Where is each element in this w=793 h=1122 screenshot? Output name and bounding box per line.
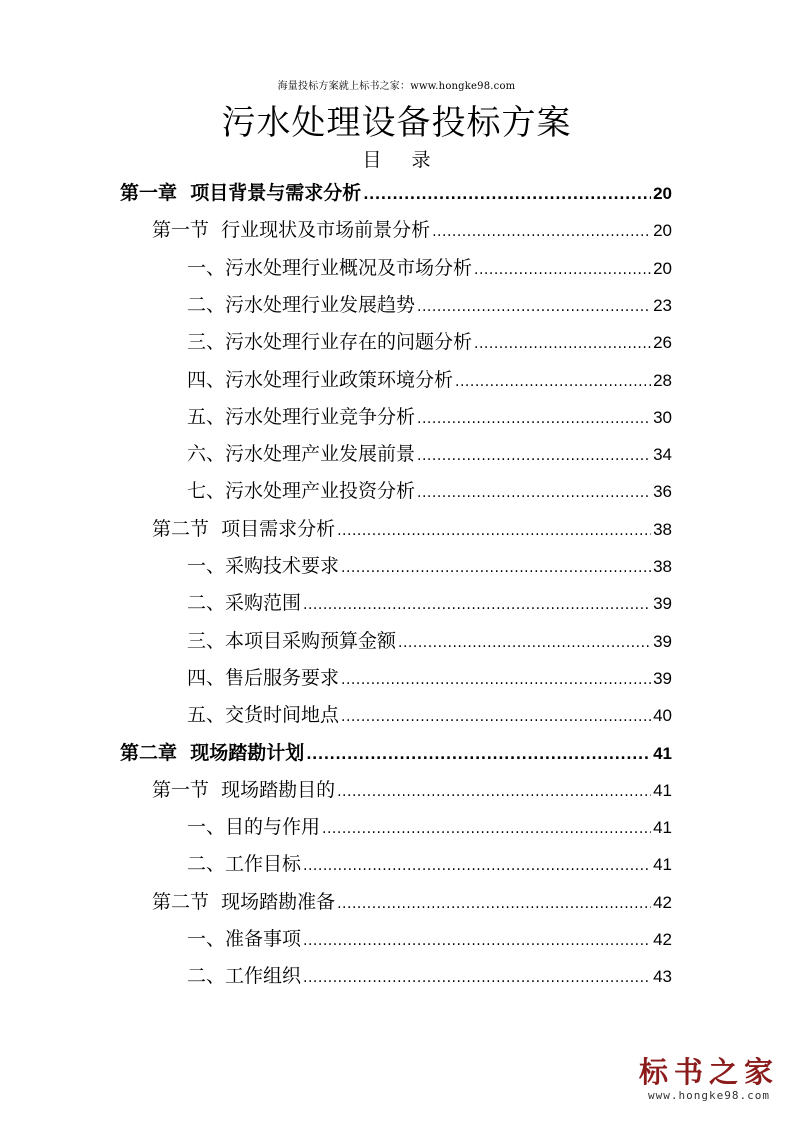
toc-dot-leader — [337, 785, 651, 802]
toc-entry[interactable] — [120, 175, 672, 205]
toc-entry[interactable] — [152, 212, 672, 242]
toc-entry[interactable] — [187, 921, 672, 951]
toc-entry-label: 二、工作目标 — [187, 853, 302, 876]
toc-entry[interactable] — [152, 884, 672, 914]
toc-entry-page-number: 20 — [653, 221, 672, 241]
toc-entry-label: 五、污水处理行业竞争分析 — [187, 405, 416, 428]
toc-entry-label: 第一节 行业现状及市场前景分析 — [152, 219, 431, 242]
toc-heading: 目 录 — [362, 149, 443, 171]
toc-entry-label: 第二章 现场踏勘计划 — [120, 741, 305, 764]
toc-entry-label: 二、采购范围 — [187, 592, 302, 615]
toc-entry[interactable] — [187, 548, 672, 578]
toc-dot-leader — [474, 337, 651, 354]
brand-logo — [639, 1055, 779, 1102]
toc-entry-label: 第一节 现场踏勘目的 — [152, 778, 336, 801]
toc-entry-page-number: 34 — [653, 445, 672, 465]
toc-entry[interactable] — [187, 287, 672, 317]
toc-entry-label: 四、污水处理行业政策环境分析 — [187, 368, 454, 391]
toc-dot-leader — [341, 673, 651, 690]
toc-dot-leader — [417, 300, 651, 317]
toc-entry[interactable] — [187, 846, 672, 876]
toc-entry-label: 二、污水处理行业发展趋势 — [187, 293, 416, 316]
toc-entry[interactable] — [152, 772, 672, 802]
toc-entry-label: 五、交货时间地点 — [187, 704, 340, 727]
toc-dot-leader — [417, 486, 651, 503]
toc-dot-leader — [432, 225, 651, 242]
toc-entry-page-number: 20 — [653, 184, 672, 203]
toc-entry[interactable] — [187, 473, 672, 503]
toc-entry-label: 六、污水处理产业发展前景 — [187, 443, 416, 466]
toc-dot-leader — [337, 897, 651, 914]
toc-dot-leader — [322, 822, 651, 839]
toc-entry-page-number: 26 — [653, 333, 672, 353]
toc-entry-label: 三、污水处理行业存在的问题分析 — [187, 331, 473, 354]
toc-entry-label: 一、采购技术要求 — [187, 555, 340, 577]
toc-entry-label: 七、污水处理产业投资分析 — [187, 480, 416, 503]
logo-url: www.hongke98.com — [648, 1089, 770, 1102]
toc-entry-page-number: 42 — [653, 892, 672, 912]
toc-dot-leader — [417, 449, 651, 466]
toc-dot-leader — [363, 188, 651, 205]
toc-entry-page-number: 41 — [653, 743, 672, 763]
toc-entry-label: 第一章 项目背景与需求分析 — [120, 182, 362, 204]
toc-entry-page-number: 39 — [653, 668, 672, 688]
toc-entry-page-number: 43 — [653, 967, 672, 987]
toc-entry-page-number: 23 — [653, 295, 672, 315]
toc-entry-label: 四、售后服务要求 — [187, 666, 340, 689]
toc-entry-page-number: 39 — [653, 631, 672, 651]
toc-dot-leader — [303, 598, 651, 615]
toc-entry-page-number: 20 — [653, 258, 672, 278]
logo-text: 标书之家 — [639, 1055, 780, 1089]
toc-entry-page-number: 30 — [653, 407, 672, 427]
document-title: 污水处理设备投标方案 — [221, 103, 572, 143]
toc-dot-leader — [417, 412, 651, 429]
toc-entry-page-number: 41 — [653, 780, 672, 800]
toc-dot-leader — [303, 859, 651, 876]
toc-dot-leader — [303, 971, 651, 988]
toc-entry[interactable] — [187, 362, 672, 392]
toc-entry[interactable] — [187, 958, 672, 988]
toc-entry-label: 一、污水处理行业概况及市场分析 — [187, 256, 473, 279]
toc-entry[interactable] — [187, 250, 672, 280]
toc-dot-leader — [306, 748, 651, 765]
page-header-text: 海量投标方案就上标书之家：www.hongke98.com — [277, 81, 516, 92]
toc-entry[interactable] — [187, 324, 672, 354]
toc-entry[interactable] — [120, 735, 672, 765]
toc-entry[interactable] — [187, 436, 672, 466]
toc-dot-leader — [474, 263, 651, 280]
toc-entry[interactable] — [187, 660, 672, 690]
toc-dot-leader — [303, 934, 651, 951]
toc-entry[interactable] — [187, 809, 672, 839]
toc-entry-page-number: 28 — [653, 370, 672, 390]
toc-dot-leader — [341, 710, 651, 727]
toc-dot-leader — [398, 636, 651, 653]
toc-entry[interactable] — [187, 697, 672, 727]
toc-entry-page-number: 38 — [653, 519, 672, 539]
toc-entry-label: 一、准备事项 — [187, 928, 302, 950]
toc-entry-page-number: 40 — [653, 706, 672, 726]
toc-entry-page-number: 36 — [653, 482, 672, 502]
toc-entry-label: 二、工作组织 — [187, 965, 302, 988]
toc-entry-page-number: 41 — [653, 855, 672, 875]
toc-dot-leader — [337, 524, 651, 541]
toc-entry-label: 第二节 项目需求分析 — [152, 517, 336, 540]
toc-entry[interactable] — [152, 511, 672, 541]
toc-entry[interactable] — [187, 399, 672, 429]
toc-entry[interactable] — [187, 585, 672, 615]
toc-entry-page-number: 42 — [653, 930, 672, 949]
toc-entry-page-number: 38 — [653, 557, 672, 576]
toc-dot-leader — [455, 375, 651, 392]
toc-entry-label: 一、目的与作用 — [187, 816, 321, 839]
toc-entry[interactable] — [187, 623, 672, 653]
toc-dot-leader — [341, 561, 651, 578]
toc-entry-page-number: 41 — [653, 818, 672, 838]
toc-entry-label: 三、本项目采购预算金额 — [187, 629, 397, 652]
toc-entry-page-number: 39 — [653, 594, 672, 614]
toc-entry-label: 第二节 现场踏勘准备 — [152, 890, 336, 913]
